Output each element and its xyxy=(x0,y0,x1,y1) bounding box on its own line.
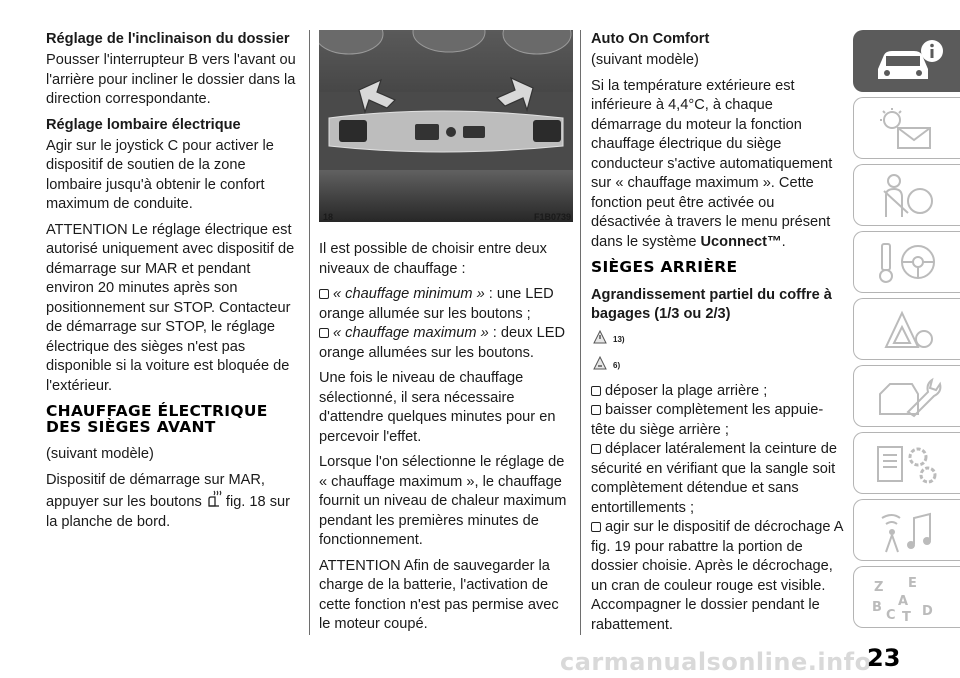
paragraph-max-heating: Lorsque l'on sélectionne le réglage de « chauffage maximum », le chauffage fournit un niveau de chaleur maximum pendant les premières minutes de fonctionnement. xyxy=(319,454,567,548)
warning-ref-6: 6) xyxy=(593,356,843,376)
page-number: 23 xyxy=(867,644,901,672)
tab-multimedia[interactable] xyxy=(853,499,960,561)
tab-safety[interactable] xyxy=(853,164,960,226)
column-divider-1 xyxy=(309,30,310,635)
warning-lights-mail-icon xyxy=(872,106,944,152)
paragraph-wait-effect: Une fois le niveau de chauffage sélectionné, il sera nécessaire d'attendre quelques minutes pour en percevoir l'effet. xyxy=(319,370,556,445)
paragraph-auto-on-comfort: Si la température extérieure est inférieure à 4,4°C, à chaque démarrage du moteur la fonction chauffage électrique du siège conducteur s'active automatiquement sur « chauffage maximum ». Cette fonction peut être activée ou désactivée à travers le menu présent dans le système Uconnect™. xyxy=(591,77,833,250)
bullet-icon xyxy=(319,289,329,299)
bullet-icon xyxy=(591,405,601,415)
breakdown-triangle-icon xyxy=(872,307,944,353)
heated-seat-text-a: Dispositif de démarrage sur MAR, appuyer sur les boutons xyxy=(46,471,265,510)
tab-warning-lights[interactable] xyxy=(853,97,960,159)
heated-seat-text-b: fig. 18 sur la planche de bord. xyxy=(46,494,290,530)
tab-starting-driving[interactable] xyxy=(853,231,960,293)
heading-trunk-extension: Agrandissement partiel du coffre à bagages (1/3 ou 2/3) xyxy=(591,286,832,322)
car-info-icon xyxy=(872,39,944,85)
warning-ref-13: 13) xyxy=(593,330,843,350)
tab-technical-data[interactable] xyxy=(853,432,960,494)
bullet-icon xyxy=(319,328,329,338)
bullet-icon xyxy=(591,444,601,454)
dashboard-photo xyxy=(319,30,573,222)
heading-electric-lumbar: Réglage lombaire électrique xyxy=(46,116,241,133)
bullet-icon xyxy=(591,522,601,532)
tab-maintenance[interactable] xyxy=(853,365,960,427)
bullet-minimum-heating: « chauffage minimum » : une LED orange allumée sur les boutons ; xyxy=(319,286,554,322)
svg-text:A: A xyxy=(898,594,909,609)
tab-emergency[interactable] xyxy=(853,298,960,360)
bullet-move-seatbelt: déplacer latéralement la ceinture de sécurité en vérifiant que la sangle soit complètement détendue et sans entortillements ; xyxy=(591,441,838,516)
heading-auto-on-comfort: Auto On Comfort xyxy=(591,31,710,47)
bullet-maximum-heating: « chauffage maximum » : deux LED orange allumées sur les boutons. xyxy=(319,325,566,361)
warning-triangle-icon xyxy=(593,330,607,344)
figure-code: F1B0739 xyxy=(533,212,571,222)
alphabetical-index-icon xyxy=(872,575,944,621)
svg-text:D: D xyxy=(922,604,933,619)
right-column xyxy=(591,30,843,641)
chapter-tabs xyxy=(853,30,960,633)
tab-index[interactable] xyxy=(853,566,960,628)
paragraph-backrest-tilt: Pousser l'interrupteur B vers l'avant ou l'arrière pour incliner le dossier dans la direction correspondante. xyxy=(46,52,296,107)
attention-battery: ATTENTION Afin de sauvegarder la charge de la batterie, l'activation de cette fonction n'est pas permise avec le moteur coupé. xyxy=(319,557,559,632)
bullet-release-backrest: agir sur le dispositif de décrochage A fig. 19 pour rabattre la portion de dossier choisie. Après le décrochage, un cran de couleur rouge est visible. Accompagner le dossier pendant le rabattement. xyxy=(591,519,843,633)
paragraph-version-note: (suivant modèle) xyxy=(46,446,154,462)
svg-text:E: E xyxy=(908,576,917,591)
attention-electric-adjust: ATTENTION Le réglage électrique est autorisé uniquement avec dispositif de démarrage sur MAR et pendant environ 20 minutes après son positionnement sur STOP. Contacteur de démarrage sur STOP, le réglage électrique des sièges n'est pas disponible si la voiture est bloquée de l'extérieur. xyxy=(46,221,295,394)
airbag-seatbelt-icon xyxy=(872,173,944,219)
section-title-heated-seats: CHAUFFAGE ÉLECTRIQUE DES SIÈGES AVANT xyxy=(46,402,268,436)
paragraph-heating-levels: Il est possible de choisir entre deux niveaux de chauffage : xyxy=(319,241,547,277)
paragraph-heated-seat-buttons xyxy=(46,471,302,533)
paragraph-version-note-2: (suivant modèle) xyxy=(591,52,699,68)
svg-text:C: C xyxy=(886,608,896,621)
multimedia-icon xyxy=(872,508,944,554)
figure-18-photo xyxy=(319,30,573,222)
watermark-text: carmanualsonline.info xyxy=(560,648,872,676)
maintenance-wrench-icon xyxy=(872,374,944,420)
figure-number: 18 xyxy=(323,212,334,222)
key-steering-icon xyxy=(872,240,944,286)
middle-column xyxy=(319,240,573,641)
figure-caption xyxy=(319,212,573,224)
tab-car-info[interactable] xyxy=(853,30,960,92)
heated-seat-icon xyxy=(206,490,222,508)
heading-backrest-tilt: Réglage de l'inclinaison du dossier xyxy=(46,31,290,47)
caution-triangle-icon xyxy=(593,356,607,370)
technical-gears-icon xyxy=(872,441,944,487)
bullet-remove-shelf: déposer la plage arrière ; xyxy=(591,382,843,402)
paragraph-electric-lumbar: Agir sur le joystick C pour activer le dispositif de soutien de la zone lombaire jusqu'à obtenir le confort maximum de conduite. xyxy=(46,137,274,212)
section-title-rear-seats: SIÈGES ARRIÈRE xyxy=(591,258,738,276)
svg-text:B: B xyxy=(872,600,882,615)
svg-text:T: T xyxy=(902,610,911,621)
left-column xyxy=(46,30,302,538)
svg-text:Z: Z xyxy=(874,580,884,595)
bullet-lower-headrests: baisser complètement les appuie-tête du siège arrière ; xyxy=(591,402,824,438)
column-divider-2 xyxy=(580,30,581,635)
bullet-icon xyxy=(591,386,601,396)
